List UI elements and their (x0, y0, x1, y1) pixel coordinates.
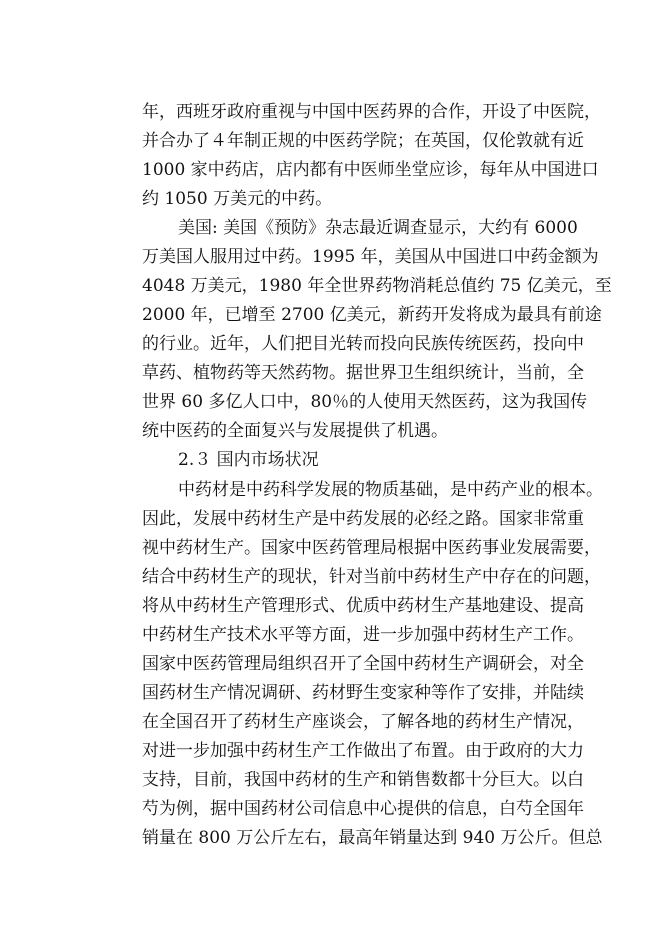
text-line: 视中药材生产。国家中医药管理局根据中医药事业发展需要， (142, 538, 601, 558)
text-line: 对进一步加强中药材生产工作做出了布置。由于政府的大力 (142, 741, 584, 761)
text-line: 统中医药的全面复兴与发展提供了机遇。 (142, 421, 448, 441)
text-line: 万美国人服用过中药。1995 年，美国从中国进口中药金额为 (142, 247, 599, 267)
text-line: 国药材生产情况调研、药材野生变家种等作了安排，并陆续 (142, 683, 584, 703)
text-line: 约 1050 万美元的中药。 (142, 189, 333, 209)
text-line: 1000 家中药店，店内都有中医师坐堂应诊，每年从中国进口 (142, 160, 599, 180)
text-line: 芍为例，据中国药材公司信息中心提供的信息，白芍全国年 (142, 799, 584, 819)
text-line: 并合办了４年制正规的中医药学院；在英国，仅伦敦就有近 (142, 131, 584, 151)
text-line: 年，西班牙政府重视与中国中医药界的合作，开设了中医院， (142, 102, 601, 122)
text-line: 因此，发展中药材生产是中药发展的必经之路。国家非常重 (142, 509, 584, 529)
text-line: 国家中医药管理局组织召开了全国中药材生产调研会，对全 (142, 654, 584, 674)
text-line: 世界 60 多亿人口中，80％的人使用天然医药，这为我国传 (142, 392, 588, 412)
text-line: 美国: 美国《预防》杂志最近调查显示，大约有 6000 (178, 218, 578, 238)
text-line: 中药材生产技术水平等方面，进一步加强中药材生产工作。 (142, 625, 584, 645)
text-line: 结合中药材生产的现状，针对当前中药材生产中存在的问题， (142, 567, 601, 587)
text-line: 在全国召开了药材生产座谈会，了解各地的药材生产情况， (142, 712, 584, 732)
text-line: 的行业。近年，人们把目光转而投向民族传统医药，投向中 (142, 334, 584, 354)
text-line: 销量在 800 万公斤左右，最高年销量达到 940 万公斤。但总 (142, 828, 603, 848)
text-line: 将从中药材生产管理形式、优质中药材生产基地建设、提高 (142, 596, 584, 616)
section-heading: 2.３ 国内市场状况 (178, 450, 319, 470)
text-line: 4048 万美元，1980 年全世界药物消耗总值约 75 亿美元，至 (142, 276, 612, 296)
text-line: 草药、植物药等天然药物。据世界卫生组织统计，当前，全 (142, 363, 584, 383)
text-line: 中药材是中药科学发展的物质基础，是中药产业的根本。 (178, 480, 603, 500)
text-line: 2000 年，已增至 2700 亿美元，新药开发将成为最具有前途 (142, 305, 602, 325)
text-line: 支持，目前，我国中药材的生产和销售数都十分巨大。以白 (142, 770, 584, 790)
